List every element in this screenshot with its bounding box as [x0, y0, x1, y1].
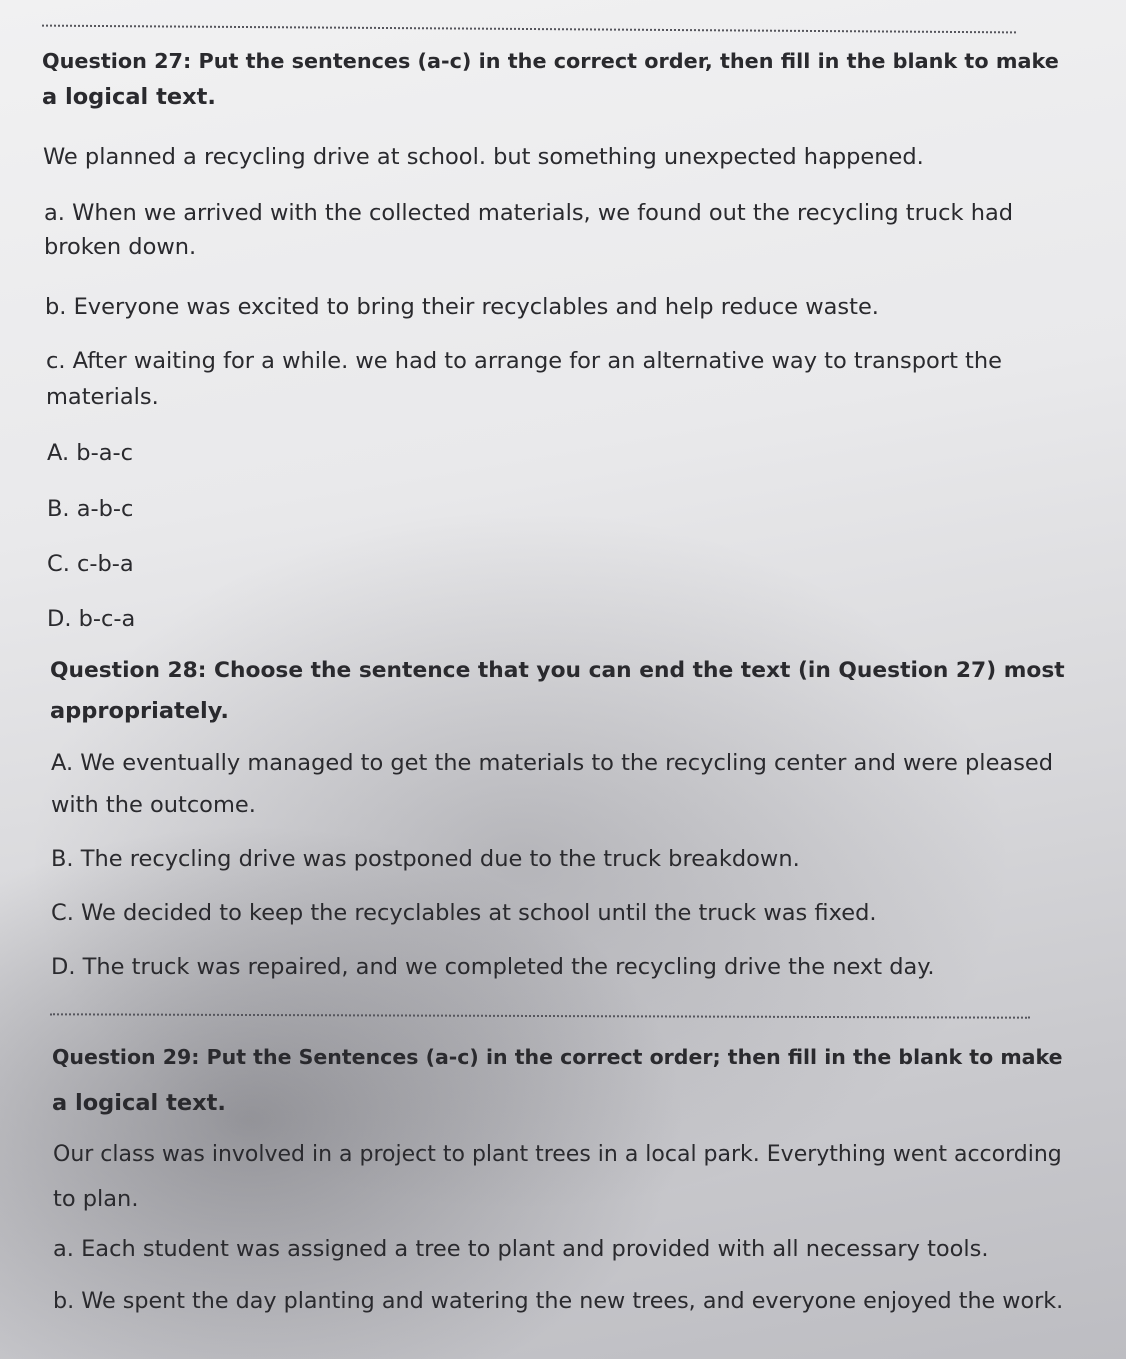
top-divider: [42, 25, 1016, 34]
q29-sentence-b: b. We spent the day planting and watering the new trees, and everyone enjoyed the work.: [53, 1288, 1064, 1314]
q28-option-b: B. The recycling drive was postponed due to the truck breakdown.: [51, 846, 800, 872]
q29-intro-line1: Our class was involved in a project to plant trees in a local park. Everything went according: [53, 1142, 1062, 1167]
q28-option-a-line1: A. We eventually managed to get the materials to the recycling center and were pleased: [51, 750, 1054, 776]
q27-sentence-b: b. Everyone was excited to bring their recyclables and help reduce waste.: [45, 294, 879, 320]
q29-title-line2: a logical text.: [52, 1090, 226, 1116]
q27-sentence-c-line2: materials.: [46, 384, 159, 410]
q28-title-line1: Question 28: Choose the sentence that you can end the text (in Question 27) most: [50, 658, 1065, 683]
q27-intro: We planned a recycling drive at school. but something unexpected happened.: [43, 144, 924, 170]
q29-title-line1: Question 29: Put the Sentences (a-c) in the correct order; then fill in the blank to make: [52, 1045, 1063, 1069]
q27-title-line1: Question 27: Put the sentences (a-c) in the correct order, then fill in the blank to make: [42, 49, 1059, 73]
q28-option-d: D. The truck was repaired, and we completed the recycling drive the next day.: [51, 954, 935, 980]
q27-option-d: D. b-c-a: [47, 606, 136, 632]
q27-sentence-a-line2: broken down.: [44, 234, 197, 260]
q27-sentence-a-line1: a. When we arrived with the collected materials, we found out the recycling truck had: [44, 200, 1014, 226]
q28-option-a-line2: with the outcome.: [51, 792, 256, 818]
q28-option-c: C. We decided to keep the recyclables at school until the truck was fixed.: [51, 900, 877, 926]
q27-option-b: B. a-b-c: [47, 496, 134, 522]
q29-intro-line2: to plan.: [53, 1186, 139, 1212]
q27-option-c: C. c-b-a: [47, 551, 134, 577]
q27-sentence-c-line1: c. After waiting for a while. we had to arrange for an alternative way to transport the: [46, 348, 1002, 374]
q27-title-line2: a logical text.: [42, 84, 216, 110]
q29-sentence-a: a. Each student was assigned a tree to plant and provided with all necessary tools.: [53, 1236, 989, 1262]
q28-title-line2: appropriately.: [50, 698, 229, 724]
q27-option-a: A. b-a-c: [47, 440, 133, 466]
middle-divider: [50, 1013, 1030, 1018]
